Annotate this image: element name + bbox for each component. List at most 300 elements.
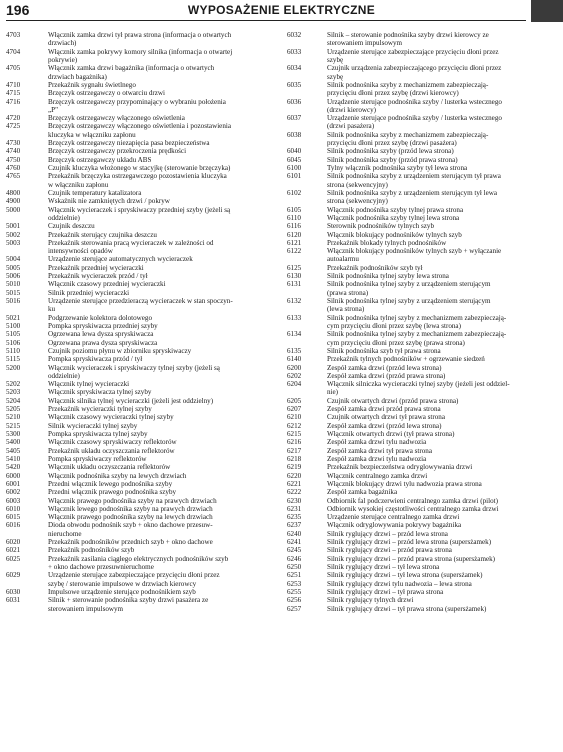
description-line: Brzęczyk ostrzegawczy włączonego oświetlenia [48,114,185,123]
component-entry [6,139,266,147]
description-line: Urządzenie sterujące automatycznych wycieraczek [48,255,193,264]
description-line: Włącznik centralnego zamka drzwi [327,471,428,480]
description-line: cym przycięciu dłoni przez szybę (lewa strona) [327,321,461,330]
component-entry [6,430,266,438]
component-description [327,264,547,272]
component-entry [287,31,547,48]
component-entry [287,505,547,513]
component-description [48,380,266,388]
component-description [48,447,266,455]
component-entry [287,413,547,421]
component-code: 4703 [6,31,21,39]
component-code: 6202 [287,371,302,380]
component-code: 5110 [6,346,20,355]
description-line: Zespół zamka drzwi (przód lewa strona) [327,421,442,430]
description-line: Silnik podnośnika tylnej szyby z urządzeniem sterującym [327,280,491,289]
description-line: (drzwi pasażera) [327,122,375,131]
description-line: Przedni włącznik prawego podnośnika szyby [48,488,177,497]
description-line: Przekaźnik brzęczyka ostrzegawczego pozostawienia kluczyka [48,172,227,181]
component-entry [6,114,266,122]
component-entry [287,588,547,596]
component-description [48,430,266,438]
description-line: Pompka spryskiwaczy reflektorów [48,454,147,463]
description-line: Silnik wycieraczki tylnej szyby [48,421,138,430]
description-line: kluczyka w włączniku zapłonu [48,130,136,139]
component-entry [6,255,266,263]
component-code: 6015 [6,513,21,522]
description-line: (lewa strona) [327,305,365,314]
component-description [327,580,547,588]
description-line: Przekaźnik sterujący czujnika deszczu [48,230,157,239]
description-line: szybę / sterowanie impulsowe w drzwiach kierowcy [48,579,197,588]
component-entry [6,513,266,521]
description-line: drzwiach) [48,39,77,48]
component-description [327,596,547,604]
component-code: 6231 [287,504,302,513]
component-code: 4716 [6,97,21,106]
description-line: Brzęczyk ostrzegawczy o otwarciu drzwi [48,89,165,98]
component-entry [6,596,266,613]
component-description [48,197,266,205]
component-entry [287,222,547,230]
description-line: Silnik ryglujący drzwi tylu nadwozia – lewa strona [327,579,472,588]
component-entry [287,555,547,563]
description-line: Włącznik zamka drzwi bagażnika (informacja o otwartych [48,64,215,73]
left-column [6,31,266,747]
component-code: 6134 [287,330,302,339]
component-description [327,472,547,480]
component-description [327,530,547,538]
component-code: 4720 [6,114,21,123]
component-description [48,322,266,330]
component-entry [287,280,547,297]
component-entry [6,571,266,588]
description-line: Zespół zamka drzwi przód prawa strona [327,405,441,414]
component-entry [6,480,266,488]
component-code: 6245 [287,546,302,555]
component-code: 6241 [287,538,302,547]
component-entry [287,164,547,172]
component-entry [287,563,547,571]
component-code: 6240 [287,529,302,538]
component-code: 6257 [287,604,302,613]
component-description [327,81,547,98]
component-entry [287,438,547,446]
component-code: 6036 [287,97,302,106]
component-entry [287,272,547,280]
component-description [48,497,266,505]
component-description [327,405,547,413]
component-entry [6,330,266,338]
component-description [48,488,266,496]
component-entry [6,538,266,546]
description-line: Włącznik wycieraczek i spryskiwaczy przedniej szyby (jeżeli są [48,205,231,214]
component-code: 6116 [287,222,301,231]
component-description [327,272,547,280]
component-code: 5003 [6,238,21,247]
description-line: Czujnik temperatury katalizatora [48,188,142,197]
description-line: Włącznik silnika tylnej wycieraczki (jeżeli jest oddzielny) [48,396,214,405]
component-entry [6,231,266,239]
component-entry [6,488,266,496]
description-line: „P" [48,105,58,114]
component-code: 4725 [6,122,21,131]
component-description [327,214,547,222]
component-description [327,355,547,363]
description-line: sterowaniem impulsowym [327,39,403,48]
component-code: 6237 [287,521,302,530]
component-description [48,139,266,147]
component-entry [6,272,266,280]
component-code: 5006 [6,272,21,281]
component-code: 6038 [287,130,302,139]
description-line: Silnik ryglujący drzwi – tył prawa strona [327,587,444,596]
component-code: 6000 [6,471,21,480]
component-description [48,264,266,272]
component-entry [287,247,547,264]
component-entry [287,81,547,98]
description-line: drzwiach bagażnika) [48,72,107,81]
component-code: 6251 [287,571,302,580]
component-description [327,98,547,115]
description-line: Włącznik prawego podnośnika szyby na prawych drzwiach [48,496,217,505]
description-line: Przekaźnik tylnych podnośników + ogrzewanie siedzeń [327,355,485,364]
description-line: strona (sekwencyjny) [327,180,388,189]
component-description [327,488,547,496]
component-code: 5410 [6,454,21,463]
component-description [48,280,266,288]
component-entry [287,455,547,463]
description-line: Brzęczyk ostrzegawczy włączonego oświetlenia i pozostawienia [48,122,231,131]
component-description [48,314,266,322]
component-entry [287,380,547,397]
description-line: Brzęczyk ostrzegawczy niezapięcia pasa bezpieczeństwa [48,139,210,148]
component-entry [6,31,266,48]
component-description [327,513,547,521]
description-line: Silnik ryglujący drzwi – tył prawa strona (supersżamek) [327,604,487,613]
component-code: 6215 [287,430,302,438]
description-line: Czujnik urządzenia zabezpieczającego przycięciu dłoni przez [327,64,502,73]
component-code: 5015 [6,288,21,297]
component-entry [6,355,266,363]
component-entry [6,497,266,505]
component-description [48,413,266,421]
description-line: Silnik podnośnika tylnej szyby lewa strona [327,272,449,281]
description-line: przycięciu dłoni przez szybę (drzwi kierowcy) [327,89,459,98]
component-entry [6,422,266,430]
component-description [327,206,547,214]
description-line: Urządzenie sterujące zabezpieczające przycięciu dłoni przez [327,47,499,56]
component-entry [287,513,547,521]
component-code: 5215 [6,421,21,430]
component-entry [6,463,266,471]
description-line: Przekaźnik bezpieczeństwa odryglowywania drzwi [327,463,473,472]
description-line: Włącznik wycieraczek i spryskiwaczy tylnej szyby (jeżeli są [48,363,220,372]
description-line: Brzęczyk ostrzegawczy układu ABS [48,155,152,164]
component-description [48,397,266,405]
description-line: Tylny włącznik podnośnika szyby tył lewa strona [327,164,468,172]
component-description [48,355,266,363]
component-description [48,289,266,297]
description-line: Silnik podnośnika szyby z urządzeniem sterującym tył lewa [327,188,498,197]
description-line: Czujnik poziomu płynu w zbiorniku spryskiwaczy [48,346,192,355]
component-description [327,555,547,563]
component-code: 6037 [287,114,302,123]
component-description [327,247,547,264]
component-code: 6125 [287,263,302,272]
component-code: 6204 [287,380,302,389]
component-code: 6217 [287,446,302,455]
description-line: Czujnik otwartych drzwi tył prawa strona [327,413,445,422]
description-line: Włącznik czasowy spryskiwaczy reflektorów [48,438,177,447]
component-code: 6034 [287,64,302,73]
description-line: Ogrzewana prawa dysza spryskiwacza [48,338,158,347]
description-line: Czujnik otwartych drzwi (przód prawa strona) [327,396,459,405]
component-description [48,588,266,596]
component-description [327,563,547,571]
section-title: WYPOSAŻENIE ELEKTRYCZNE [187,3,376,17]
description-line: Odbiornik wysokiej częstotliwości centralnego zamka drzwi [327,504,499,513]
component-description [48,422,266,430]
component-entry [6,147,266,155]
component-entry [287,314,547,331]
description-line: Włącznik silniczka wycieraczki tylnej szyby (jeżeli jest oddziel- [327,380,510,389]
component-description [48,555,266,572]
component-code: 6250 [287,563,302,571]
component-code: 6025 [6,554,21,563]
component-description [327,189,547,206]
component-code: 6216 [287,438,302,447]
description-line: Silnik – sterowanie podnośnika szyby drzwi kierowcy ze [327,31,489,39]
component-code: 6210 [287,413,302,422]
description-line: sterowaniem impulsowym [48,604,124,613]
component-description [48,347,266,355]
component-entry [287,472,547,480]
component-code: 6101 [287,172,302,181]
component-entry [6,206,266,223]
description-line: Włącznik czasowy przedniej wycieraczki [48,280,166,289]
component-entry [6,164,266,172]
component-description [48,438,266,446]
component-code: 4800 [6,188,21,197]
component-entry [6,48,266,65]
component-entry [287,189,547,206]
component-description [48,48,266,65]
description-line: Zespół zamka drzwi (przód lewa strona) [327,363,442,372]
component-entry [6,172,266,189]
component-description [48,98,266,115]
component-entry [287,48,547,65]
component-entry [287,480,547,488]
component-description [327,222,547,230]
component-entry [287,521,547,529]
component-code: 6230 [287,496,302,505]
component-description [327,64,547,81]
component-code: 5300 [6,430,21,438]
description-line: Włącznik odryglowywania pokrywy bagażnika [327,521,462,530]
component-description [327,297,547,314]
component-code: 6132 [287,297,302,305]
component-code: 6021 [6,546,21,555]
component-entry [287,538,547,546]
component-code: 5106 [6,338,21,347]
description-line: Silnik podnośnika szyby z mechanizmem zabezpieczają- [327,80,489,89]
component-description [48,239,266,256]
component-code: 4715 [6,89,21,98]
component-entry [287,98,547,115]
description-line: Przekaźnik sygnału świetlnego [48,80,136,89]
description-line: szybę [327,72,344,81]
description-line: Zespół zamka drzwi tył prawa strona [327,446,432,455]
description-line: Przekaźnik podnośników szyb tył [327,263,423,272]
description-line: Przekaźnik zasilania ciągłego elektrycznych podnośników szyb [48,554,229,563]
component-description [327,463,547,471]
component-code: 5203 [6,388,21,397]
description-line: Zespół zamka drzwi tylu nadwozia [327,454,427,463]
component-description [327,455,547,463]
component-entry [287,330,547,347]
description-line: Włącznik blokujący drzwi tylu nadwozia prawa strona [327,479,482,488]
description-line: Silnik ryglujący drzwi – przód prawa strona [327,546,452,555]
description-line: + okno dachowe przesuwnieruchome [48,563,154,571]
component-entry [287,297,547,314]
description-line: Silnik podnośnika szyby z urządzeniem sterującym tył prawa [327,172,501,181]
description-line: Wskaźnik nie zamkniętych drzwi / pokryw [48,197,170,206]
description-line: Włącznik układu oczyszczania reflektorów [48,463,171,472]
component-entry [6,405,266,413]
component-entry [287,580,547,588]
component-code: 6100 [287,164,302,172]
component-entry [6,189,266,197]
component-code: 5405 [6,446,21,455]
description-line: Włącznik lewego podnośnika szyby na prawych drzwiach [48,504,213,513]
description-line: Urządzenie sterujące centralnego zamka drzwi [327,513,460,522]
component-entry [6,364,266,381]
component-entry [6,297,266,314]
component-code: 6102 [287,188,302,197]
description-line: Silnik podnośnika tylnej szyby z mechanizmem zabezpieczają- [327,313,507,322]
description-line: oddzielnie) [48,371,80,380]
component-code: 5205 [6,405,21,414]
component-code: 5005 [6,263,21,272]
component-entry [6,472,266,480]
component-description [327,347,547,355]
component-code: 6253 [287,579,302,588]
header-rule [6,20,526,21]
component-entry [287,131,547,148]
component-description [48,596,266,613]
component-code: 4750 [6,155,21,164]
component-entry [6,588,266,596]
component-description [48,538,266,546]
description-line: Przekaźnik podnośników przednich szyb + okno dachowe [48,538,213,547]
component-entry [6,122,266,139]
component-code: 6207 [287,405,302,414]
component-description [48,164,266,172]
component-description [327,546,547,554]
component-description [48,231,266,239]
component-code: 5100 [6,321,21,330]
component-description [327,497,547,505]
description-line: Włącznik spryskiwacza tylnej szyby [48,388,152,397]
description-line: Impulsowe urządzenie sterujące podnośnikiem szyb [48,587,196,596]
component-code: 6221 [287,479,302,488]
component-code: 6010 [6,504,21,513]
description-line: Odbiornik fal podczerwieni centralnego zamka drzwi (pilot) [327,496,498,505]
component-code: 6020 [6,538,21,547]
component-entry [287,596,547,604]
component-entry [287,64,547,81]
component-description [48,172,266,189]
description-line: Silnik podnośnika tylnej szyby z urządzeniem sterującym [327,297,491,305]
component-code: 6030 [6,587,21,596]
component-description [327,164,547,172]
component-entry [287,172,547,189]
description-line: Przekaźnik podnośników szyb [48,546,135,555]
component-description [327,231,547,239]
component-entry [287,239,547,247]
description-line: Silnik podnośnika szyby z mechanizmem zabezpieczają- [327,130,489,139]
description-line: Włącznik tylnej wycieraczki [48,380,130,389]
description-line: Urządzenie sterujące przedzieraczą wycieraczek w stan spoczyn- [48,297,233,305]
description-line: Silnik ryglujący drzwi – przód lewa strona [327,529,448,538]
component-description [48,122,266,139]
page-header [0,0,563,22]
component-code: 6045 [287,155,302,164]
component-entry [6,347,266,355]
description-line: przycięciu dłoni przez szybę (drzwi pasażera) [327,139,457,148]
component-entry [287,430,547,438]
component-code: 6001 [6,479,21,488]
description-line: (prawa strona) [327,288,369,297]
description-line: Włącznik otwartych drzwi (tył prawa strona) [327,430,455,438]
component-description [48,546,266,554]
component-description [327,505,547,513]
component-code: 6256 [287,596,302,605]
component-code: 6218 [287,454,302,463]
description-line: Włącznik prawego podnośnika szyby na lewych drzwiach [48,513,213,522]
component-code: 5210 [6,413,21,422]
component-entry [287,156,547,164]
description-line: Czujnik deszczu [48,222,95,231]
component-code: 4704 [6,47,21,56]
component-entry [287,488,547,496]
component-code: 5204 [6,396,21,405]
component-entry [6,222,266,230]
description-line: Pompka spryskiwacza tylnej szyby [48,430,148,438]
description-line: Silnik przedniej wycieraczki [48,288,130,297]
component-description [327,447,547,455]
description-line: Silnik + sterowanie podnośnika szyby drzwi pasażera ze [48,596,209,605]
component-entry [287,397,547,405]
description-line: Włącznik podnośnika szyby na lewych drzwiach [48,471,187,480]
component-description [327,314,547,331]
component-entry [287,264,547,272]
description-line: Sterownik podnośników tylnych szyb [327,222,434,231]
component-entry [287,571,547,579]
component-code: 6040 [287,147,302,156]
component-description [48,364,266,381]
description-line: Silnik ryglujący tylnych drzwi [327,596,414,605]
description-line: intensywności opadów [48,247,113,256]
component-code: 6140 [287,355,302,364]
component-code: 5001 [6,222,21,231]
component-description [327,380,547,397]
right-column [287,31,547,747]
description-line: Zespół zamka bagażnika [327,488,398,497]
component-description [48,31,266,48]
component-description [327,397,547,405]
